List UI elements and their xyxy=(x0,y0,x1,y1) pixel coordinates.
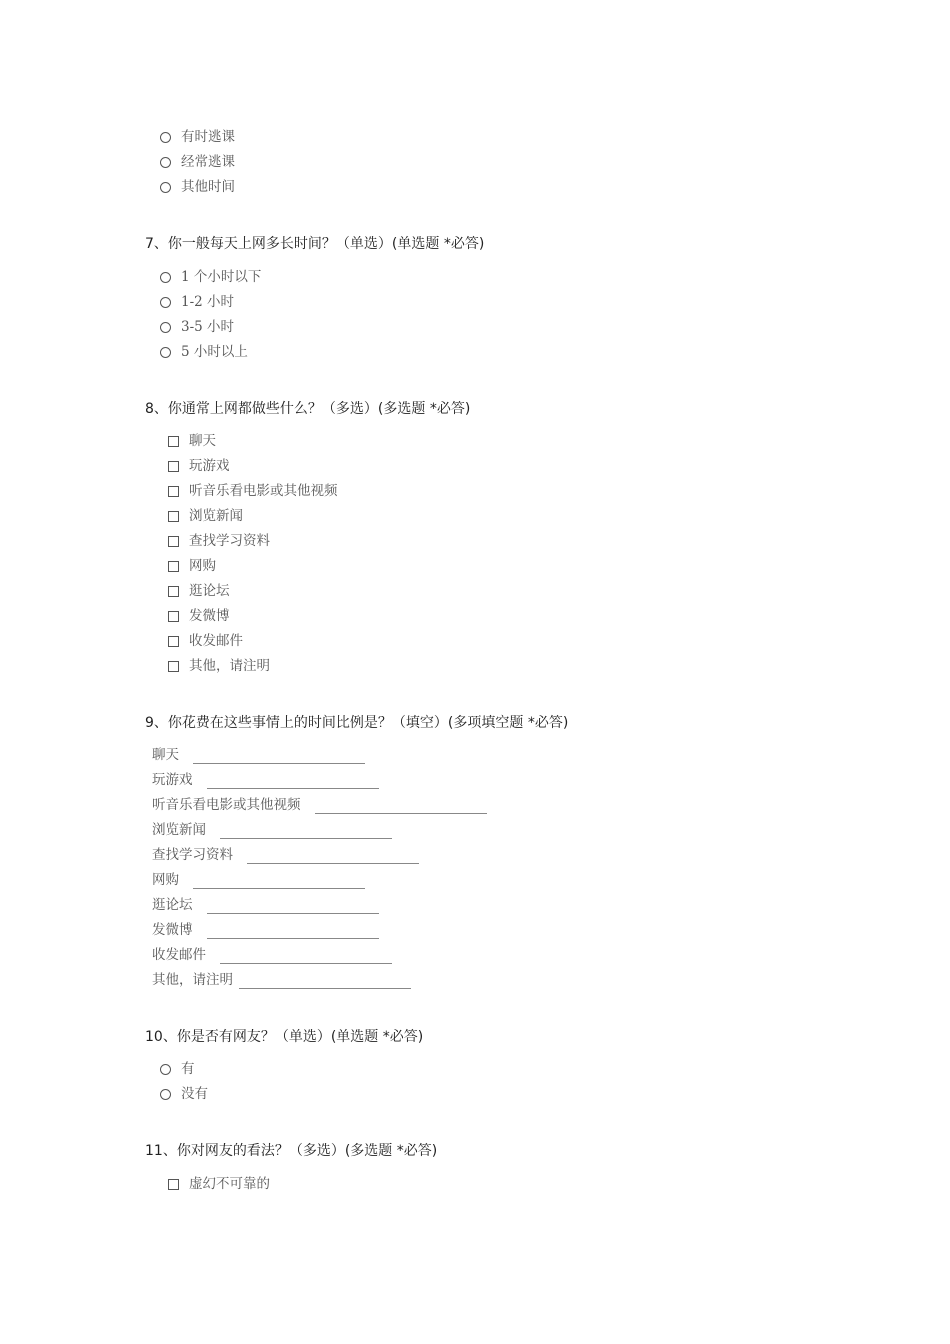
q8-option-1[interactable] xyxy=(168,432,216,450)
q7-title: 7、你一般每天上网多长时间？（单选）(单选题 *必答) xyxy=(145,236,485,252)
q10-option-1[interactable] xyxy=(160,1060,195,1078)
checkbox-icon[interactable] xyxy=(168,636,179,647)
field-label: 发微博 xyxy=(152,922,193,938)
fill-blank-input[interactable] xyxy=(207,926,379,939)
option-label: 1-2 小时 xyxy=(181,294,235,310)
fill-blank-input[interactable] xyxy=(193,751,365,764)
fill-blank-input[interactable] xyxy=(193,876,365,889)
q9-title: 9、你花费在这些事情上的时间比例是？（填空）(多项填空题 *必答) xyxy=(145,715,569,731)
fill-blank-input[interactable] xyxy=(247,851,419,864)
q9-field-5 xyxy=(152,846,419,864)
q10-option-2[interactable] xyxy=(160,1085,208,1103)
option-label: 1 个小时以下 xyxy=(181,269,262,285)
checkbox-icon[interactable] xyxy=(168,661,179,672)
radio-icon[interactable] xyxy=(160,297,171,308)
radio-icon[interactable] xyxy=(160,132,171,143)
radio-icon[interactable] xyxy=(160,1064,171,1075)
option-label: 虚幻不可靠的 xyxy=(189,1176,270,1192)
q9-field-10 xyxy=(152,971,411,989)
q8-option-10[interactable] xyxy=(168,657,270,675)
checkbox-icon[interactable] xyxy=(168,611,179,622)
fill-blank-input[interactable] xyxy=(220,826,392,839)
q6-option-1[interactable] xyxy=(160,128,235,146)
fill-blank-input[interactable] xyxy=(315,801,487,814)
option-label: 有 xyxy=(181,1061,195,1077)
checkbox-icon[interactable] xyxy=(168,486,179,497)
radio-icon[interactable] xyxy=(160,1089,171,1100)
option-label: 听音乐看电影或其他视频 xyxy=(189,483,338,499)
option-label: 没有 xyxy=(181,1086,208,1102)
option-label: 网购 xyxy=(189,558,216,574)
q8-option-3[interactable] xyxy=(168,482,338,500)
q9-field-1 xyxy=(152,746,365,764)
option-label: 5 小时以上 xyxy=(181,344,248,360)
q8-option-9[interactable] xyxy=(168,632,243,650)
q7-option-4[interactable] xyxy=(160,343,248,361)
q7-option-2[interactable] xyxy=(160,293,234,311)
fill-blank-input[interactable] xyxy=(220,951,392,964)
field-label: 网购 xyxy=(152,872,179,888)
radio-icon[interactable] xyxy=(160,347,171,358)
option-label: 聊天 xyxy=(189,433,216,449)
q7-option-3[interactable] xyxy=(160,318,234,336)
q9-field-3 xyxy=(152,796,487,814)
q8-option-6[interactable] xyxy=(168,557,216,575)
option-label: 3-5 小时 xyxy=(181,319,235,335)
checkbox-icon[interactable] xyxy=(168,436,179,447)
field-label: 玩游戏 xyxy=(152,772,193,788)
checkbox-icon[interactable] xyxy=(168,1179,179,1190)
q11-title: 11、你对网友的看法？（多选）(多选题 *必答) xyxy=(145,1143,438,1159)
checkbox-icon[interactable] xyxy=(168,461,179,472)
q10-title: 10、你是否有网友？（单选）(单选题 *必答) xyxy=(145,1029,424,1045)
fill-blank-input[interactable] xyxy=(207,776,379,789)
checkbox-icon[interactable] xyxy=(168,561,179,572)
q9-field-8 xyxy=(152,921,379,939)
q6-option-2[interactable] xyxy=(160,153,235,171)
fill-blank-input[interactable] xyxy=(207,901,379,914)
option-label: 其他时间 xyxy=(181,179,235,195)
radio-icon[interactable] xyxy=(160,182,171,193)
radio-icon[interactable] xyxy=(160,322,171,333)
option-label: 有时逃课 xyxy=(181,129,235,145)
checkbox-icon[interactable] xyxy=(168,536,179,547)
q7-option-1[interactable] xyxy=(160,268,261,286)
option-label: 查找学习资料 xyxy=(189,533,270,549)
checkbox-icon[interactable] xyxy=(168,511,179,522)
option-label: 浏览新闻 xyxy=(189,508,243,524)
radio-icon[interactable] xyxy=(160,272,171,283)
option-label: 玩游戏 xyxy=(189,458,230,474)
field-label: 其他，请注明 xyxy=(152,972,233,988)
field-label: 查找学习资料 xyxy=(152,847,233,863)
q6-option-3[interactable] xyxy=(160,178,235,196)
option-label: 其他，请注明 xyxy=(189,658,270,674)
option-label: 收发邮件 xyxy=(189,633,243,649)
q8-option-8[interactable] xyxy=(168,607,230,625)
field-label: 收发邮件 xyxy=(152,947,206,963)
q8-option-2[interactable] xyxy=(168,457,230,475)
q9-field-9 xyxy=(152,946,392,964)
q9-field-4 xyxy=(152,821,392,839)
field-label: 浏览新闻 xyxy=(152,822,206,838)
q9-field-7 xyxy=(152,896,379,914)
q8-title: 8、你通常上网都做些什么？（多选）(多选题 *必答) xyxy=(145,401,471,417)
option-label: 逛论坛 xyxy=(189,583,230,599)
field-label: 逛论坛 xyxy=(152,897,193,913)
field-label: 聊天 xyxy=(152,747,179,763)
field-label: 听音乐看电影或其他视频 xyxy=(152,797,301,813)
option-label: 发微博 xyxy=(189,608,230,624)
q8-option-4[interactable] xyxy=(168,507,243,525)
radio-icon[interactable] xyxy=(160,157,171,168)
q8-option-7[interactable] xyxy=(168,582,230,600)
q11-option-1[interactable] xyxy=(168,1175,270,1193)
q8-option-5[interactable] xyxy=(168,532,270,550)
fill-blank-input[interactable] xyxy=(239,976,411,989)
checkbox-icon[interactable] xyxy=(168,586,179,597)
q9-field-6 xyxy=(152,871,365,889)
q9-field-2 xyxy=(152,771,379,789)
option-label: 经常逃课 xyxy=(181,154,235,170)
